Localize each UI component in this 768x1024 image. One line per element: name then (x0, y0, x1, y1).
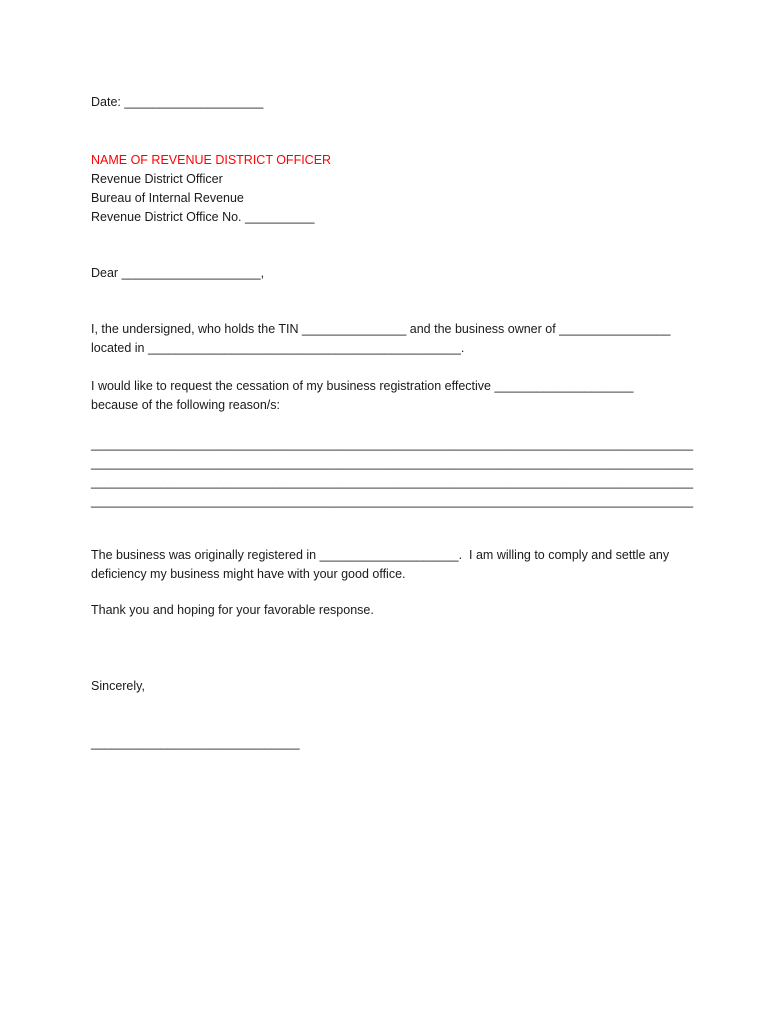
officer-name: NAME OF REVENUE DISTRICT OFFICER (91, 153, 332, 167)
reason-line: ______________________________________________________________________________________ (91, 437, 694, 451)
office-number: Revenue District Office No. __________ (91, 210, 315, 224)
paragraph-1-line-1: I, the undersigned, who holds the TIN _______________ and the business owner of ________________ (91, 322, 671, 336)
paragraph-2-line-1: I would like to request the cessation of my business registration effective ____________________ (91, 379, 634, 393)
paragraph-1-line-2: located in _____________________________________________. (91, 341, 465, 355)
reason-line: ______________________________________________________________________________________ (91, 494, 694, 508)
closing-thanks: Thank you and hoping for your favorable response. (91, 603, 374, 617)
paragraph-3-line-1: The business was originally registered in ____________________. I am willing to comply and settle any (91, 548, 670, 562)
date-line: Date: ____________________ (91, 95, 264, 109)
officer-title: Revenue District Officer (91, 172, 223, 186)
reason-line: ______________________________________________________________________________________ (91, 456, 694, 470)
paragraph-2-line-2: because of the following reason/s: (91, 398, 281, 412)
sign-off: Sincerely, (91, 679, 145, 693)
reason-line: ______________________________________________________________________________________ (91, 475, 694, 489)
bureau-name: Bureau of Internal Revenue (91, 191, 244, 205)
signature-line: ______________________________ (91, 736, 300, 750)
paragraph-3-line-2: deficiency my business might have with your good office. (91, 567, 406, 581)
salutation: Dear ____________________, (91, 266, 265, 280)
